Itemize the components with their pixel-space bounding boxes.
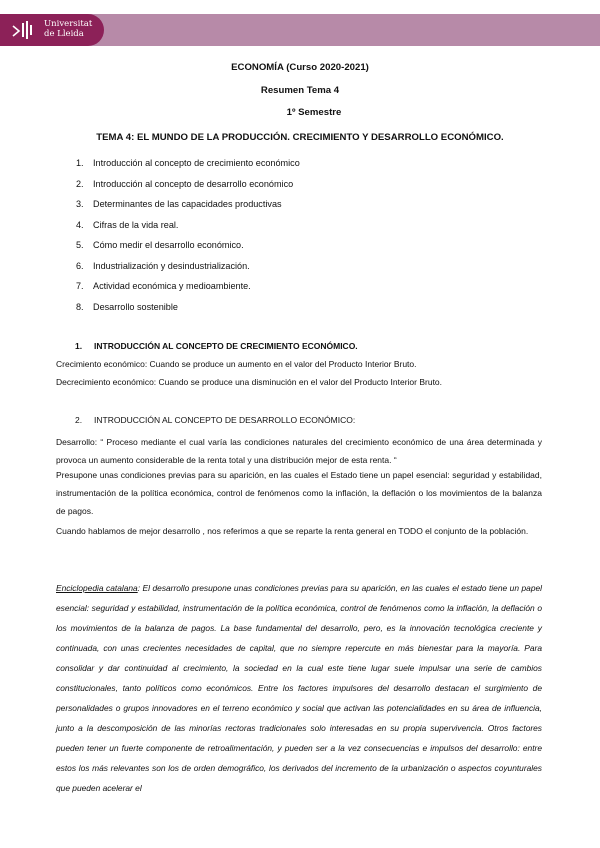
section-2-title: INTRODUCCIÓN AL CONCEPTO DE DESARROLLO ECONÓMICO: bbox=[94, 415, 356, 425]
toc-label: Determinantes de las capacidades productivas bbox=[93, 199, 282, 209]
summary-title: Resumen Tema 4 bbox=[260, 85, 340, 96]
toc-number: 4. bbox=[76, 219, 84, 230]
course-title: ECONOMÍA (Curso 2020-2021) bbox=[231, 62, 369, 73]
university-logo bbox=[0, 14, 104, 46]
toc-label: Industrialización y desindustrialización. bbox=[93, 260, 250, 271]
section-2-heading bbox=[75, 415, 355, 425]
toc-label: Introducción al concepto de crecimiento económico bbox=[93, 158, 300, 168]
encyclopedia-paragraph bbox=[56, 578, 542, 798]
section-1-title: INTRODUCCIÓN AL CONCEPTO DE CRECIMIENTO ECONÓMICO. bbox=[94, 341, 358, 351]
toc-item bbox=[76, 194, 300, 215]
encyclopedia-text: : El desarrollo presupone unas condiciones previas para su aparición, en las cuales el estado tiene un papel esencial: seguridad y estabilidad, instrumentación de la política económica, control de fenómenos como la inflación, la deflación o los movimientos de la balanza de pagos. La base fundamental del desarrollo, pero, es la innovación tecnológica creciente y continuada, con unas crecientes necesidades de capital, que no siempre repercute en más bienestar para la mayoría. Para consolidar y dar continuidad al crecimiento, la sociedad en la cual este tiene lugar suele impulsar una serie de cambios constitucionales, tanto políticos como económicos. Entre los factores impulsores del desarrollo destacan el surgimiento de personalidades o grupos innovadores en el terreno económico y social que activan las potencialidades en su área de influencia, junto a la descomposición de las minorías rectoras tradicionales solo interesadas en su propia supervivencia. Otros factores pueden tener un fuerte componente de retroalimentación, y pueden ser a la vez consecuencias e impulsos del desarrollo: entre estos los más relevantes son los de orden demográfico, los derivados del incremento de la urbanización o aspectos coyunturales que pueden acelerar el bbox=[56, 583, 542, 793]
toc-item bbox=[76, 235, 300, 256]
logo-line-1: Universitat bbox=[44, 19, 93, 29]
toc-label: Introducción al concepto de desarrollo económico bbox=[93, 178, 294, 189]
semester-title: 1º Semestre bbox=[286, 107, 342, 118]
toc-item bbox=[76, 276, 300, 297]
development-definition: Desarrollo: “ Proceso mediante el cual varía las condiciones naturales del crecimiento económico de una área determinada y provoca un aumento considerable de la renta total y una distribución mejor de esta renta. “ bbox=[56, 437, 542, 465]
logo-line-2: de Lleida bbox=[44, 29, 84, 39]
university-emblem-icon bbox=[10, 17, 36, 43]
document-title-block bbox=[0, 58, 600, 143]
toc-item bbox=[76, 256, 300, 277]
toc-label: Desarrollo sostenible bbox=[93, 301, 178, 312]
degrowth-definition: Decrecimiento económico: Cuando se produce una disminución en el valor del Producto Interior Bruto. bbox=[56, 377, 443, 387]
logo-text bbox=[44, 19, 92, 39]
toc-item bbox=[76, 174, 300, 195]
toc-item bbox=[76, 215, 300, 236]
toc-number: 5. bbox=[76, 240, 84, 250]
toc-number: 7. bbox=[76, 281, 84, 291]
toc-number: 1. bbox=[76, 158, 84, 168]
section-2-number: 2. bbox=[75, 415, 83, 425]
toc-item bbox=[76, 297, 300, 318]
toc-number: 6. bbox=[76, 260, 84, 271]
table-of-contents bbox=[76, 153, 300, 317]
toc-item bbox=[76, 153, 300, 174]
better-development-paragraph: Cuando hablamos de mejor desarrollo , nos referimos a que se reparte la renta general en TODO el conjunto de la población. bbox=[56, 526, 529, 536]
toc-number: 2. bbox=[76, 178, 84, 189]
toc-label: Cómo medir el desarrollo económico. bbox=[93, 240, 244, 250]
encyclopedia-source: Enciclopedia catalana bbox=[56, 583, 138, 593]
section-1-number: 1. bbox=[75, 341, 83, 351]
header-bar bbox=[0, 14, 600, 46]
toc-label: Cifras de la vida real. bbox=[93, 219, 179, 230]
preconditions-paragraph: Presupone unas condiciones previas para su aparición, en las cuales el Estado tiene un papel esencial: seguridad y estabilidad, instrumentación de la política económica, control de fenómenos como la inflación, la deflación o los movimientos de la balanza de pagos. bbox=[56, 470, 542, 516]
toc-number: 3. bbox=[76, 199, 84, 209]
toc-number: 8. bbox=[76, 301, 84, 312]
section-1-heading bbox=[75, 341, 358, 351]
topic-title: TEMA 4: EL MUNDO DE LA PRODUCCIÓN. CRECIMIENTO Y DESARROLLO ECONÓMICO. bbox=[96, 132, 504, 143]
growth-definition: Crecimiento económico: Cuando se produce un aumento en el valor del Producto Interior Bruto. bbox=[56, 359, 417, 369]
toc-label: Actividad económica y medioambiente. bbox=[93, 281, 251, 291]
